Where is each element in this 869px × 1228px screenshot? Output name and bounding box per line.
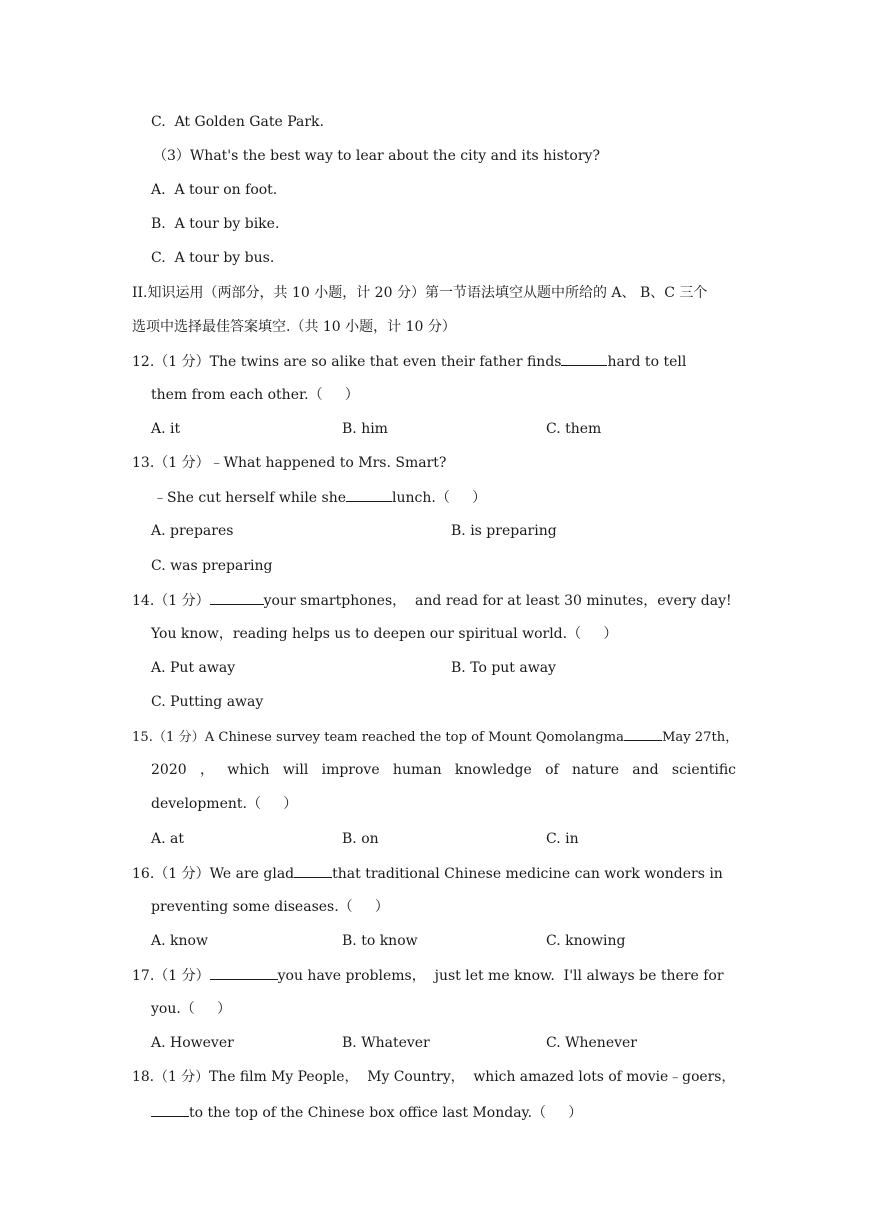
q3-option-c: C. A tour by bus. (151, 250, 275, 266)
q13-line1: 13.（1 分）﹣What happened to Mrs. Smart? (132, 455, 447, 471)
question-3: （3）What's the best way to lear about the city and its history? (153, 148, 600, 164)
q14-text-b: your smartphones， and read for at least 30 minutes，every day! (263, 593, 732, 609)
q17-line2: you.（ ） (151, 1001, 232, 1017)
q12-line2: them from each other.（ ） (151, 387, 359, 403)
q15-word: scientific (671, 762, 736, 778)
q15-line3: development.（ ） (151, 796, 298, 812)
q13-line2 (153, 487, 486, 508)
q12-option-b[interactable]: B. him (342, 421, 388, 437)
q15-word: human (392, 762, 442, 778)
q18-line2 (151, 1102, 582, 1123)
q13-answer-blank[interactable] (346, 487, 392, 502)
q15-line2 (151, 760, 736, 780)
q15-word: improve (321, 762, 380, 778)
q14-answer-blank[interactable] (210, 590, 264, 605)
q13-option-a[interactable]: A. prepares (151, 523, 234, 539)
q17-line1 (132, 965, 724, 986)
q15-text-a: 15.（1 分）A Chinese survey team reached the top of Mount Qomolangma (132, 730, 624, 745)
q12-text-a: 12.（1 分）The twins are so alike that even their father finds (132, 354, 562, 370)
q12-line1 (132, 351, 686, 372)
q3-option-b: B. A tour by bike. (151, 216, 280, 232)
q15-word: 2020 (151, 762, 187, 778)
option-c-golden-gate: C. At Golden Gate Park. (151, 114, 324, 130)
q13-text-b: lunch.（ ） (392, 490, 487, 506)
q16-option-a[interactable]: A. know (151, 933, 208, 949)
q15-option-b[interactable]: B. on (342, 831, 379, 847)
q15-word: knowledge (454, 762, 532, 778)
q18-answer-blank[interactable] (151, 1102, 189, 1117)
q15-word: ， (199, 762, 214, 778)
q15-word: will (282, 762, 309, 778)
q14-option-b[interactable]: B. To put away (451, 660, 556, 676)
q15-word: which (227, 762, 270, 778)
q12-option-a[interactable]: A. it (151, 421, 181, 437)
q15-line1 (132, 726, 738, 748)
q14-option-c[interactable]: C. Putting away (151, 694, 264, 710)
q15-text-b: May 27th， (661, 730, 739, 745)
q15-word: nature (572, 762, 619, 778)
q18-text: to the top of the Chinese box office last Monday.（ ） (189, 1105, 583, 1121)
q12-option-c[interactable]: C. them (546, 421, 602, 437)
q12-text-b: hard to tell (607, 354, 687, 370)
q3-option-a: A. A tour on foot. (151, 182, 278, 198)
q16-answer-blank[interactable] (294, 863, 332, 878)
part2-heading-line1: II.知识运用（两部分，共 10 小题，计 20 分）第一节语法填空从题中所给的 A、 B、C 三个 (132, 285, 708, 301)
q14-text-a: 14.（1 分） (132, 593, 210, 609)
q13-option-b[interactable]: B. is preparing (451, 523, 557, 539)
q12-answer-blank[interactable] (561, 351, 607, 366)
q17-option-a[interactable]: A. However (151, 1035, 234, 1051)
q13-option-c[interactable]: C. was preparing (151, 558, 273, 574)
q15-option-a[interactable]: A. at (151, 831, 184, 847)
q16-text-b: that traditional Chinese medicine can work wonders in (332, 866, 723, 882)
q16-line1 (132, 863, 723, 884)
q14-line1 (132, 590, 732, 611)
q16-line2: preventing some diseases.（ ） (151, 899, 389, 915)
q16-option-c[interactable]: C. knowing (546, 933, 626, 949)
q13-text-a: ﹣She cut herself while she (153, 490, 347, 506)
q15-answer-blank[interactable] (624, 726, 662, 741)
q17-option-c[interactable]: C. Whenever (546, 1035, 637, 1051)
q15-option-c[interactable]: C. in (546, 831, 579, 847)
q18-line1: 18.（1 分）The film My People， My Country， which amazed lots of movie﹣goers， (132, 1069, 736, 1085)
q15-word: of (545, 762, 559, 778)
q15-word: and (632, 762, 659, 778)
q17-text-b: you have problems， just let me know. I'll always be there for (277, 968, 724, 984)
q14-option-a[interactable]: A. Put away (151, 660, 236, 676)
q17-answer-blank[interactable] (210, 965, 278, 980)
q17-text-a: 17.（1 分） (132, 968, 210, 984)
q16-text-a: 16.（1 分）We are glad (132, 866, 295, 882)
q14-line2: You know，reading helps us to deepen our spiritual world.（ ） (151, 626, 618, 642)
q17-option-b[interactable]: B. Whatever (342, 1035, 430, 1051)
part2-heading-line2: 选项中选择最佳答案填空.（共 10 小题，计 10 分） (132, 319, 456, 335)
q16-option-b[interactable]: B. to know (342, 933, 418, 949)
